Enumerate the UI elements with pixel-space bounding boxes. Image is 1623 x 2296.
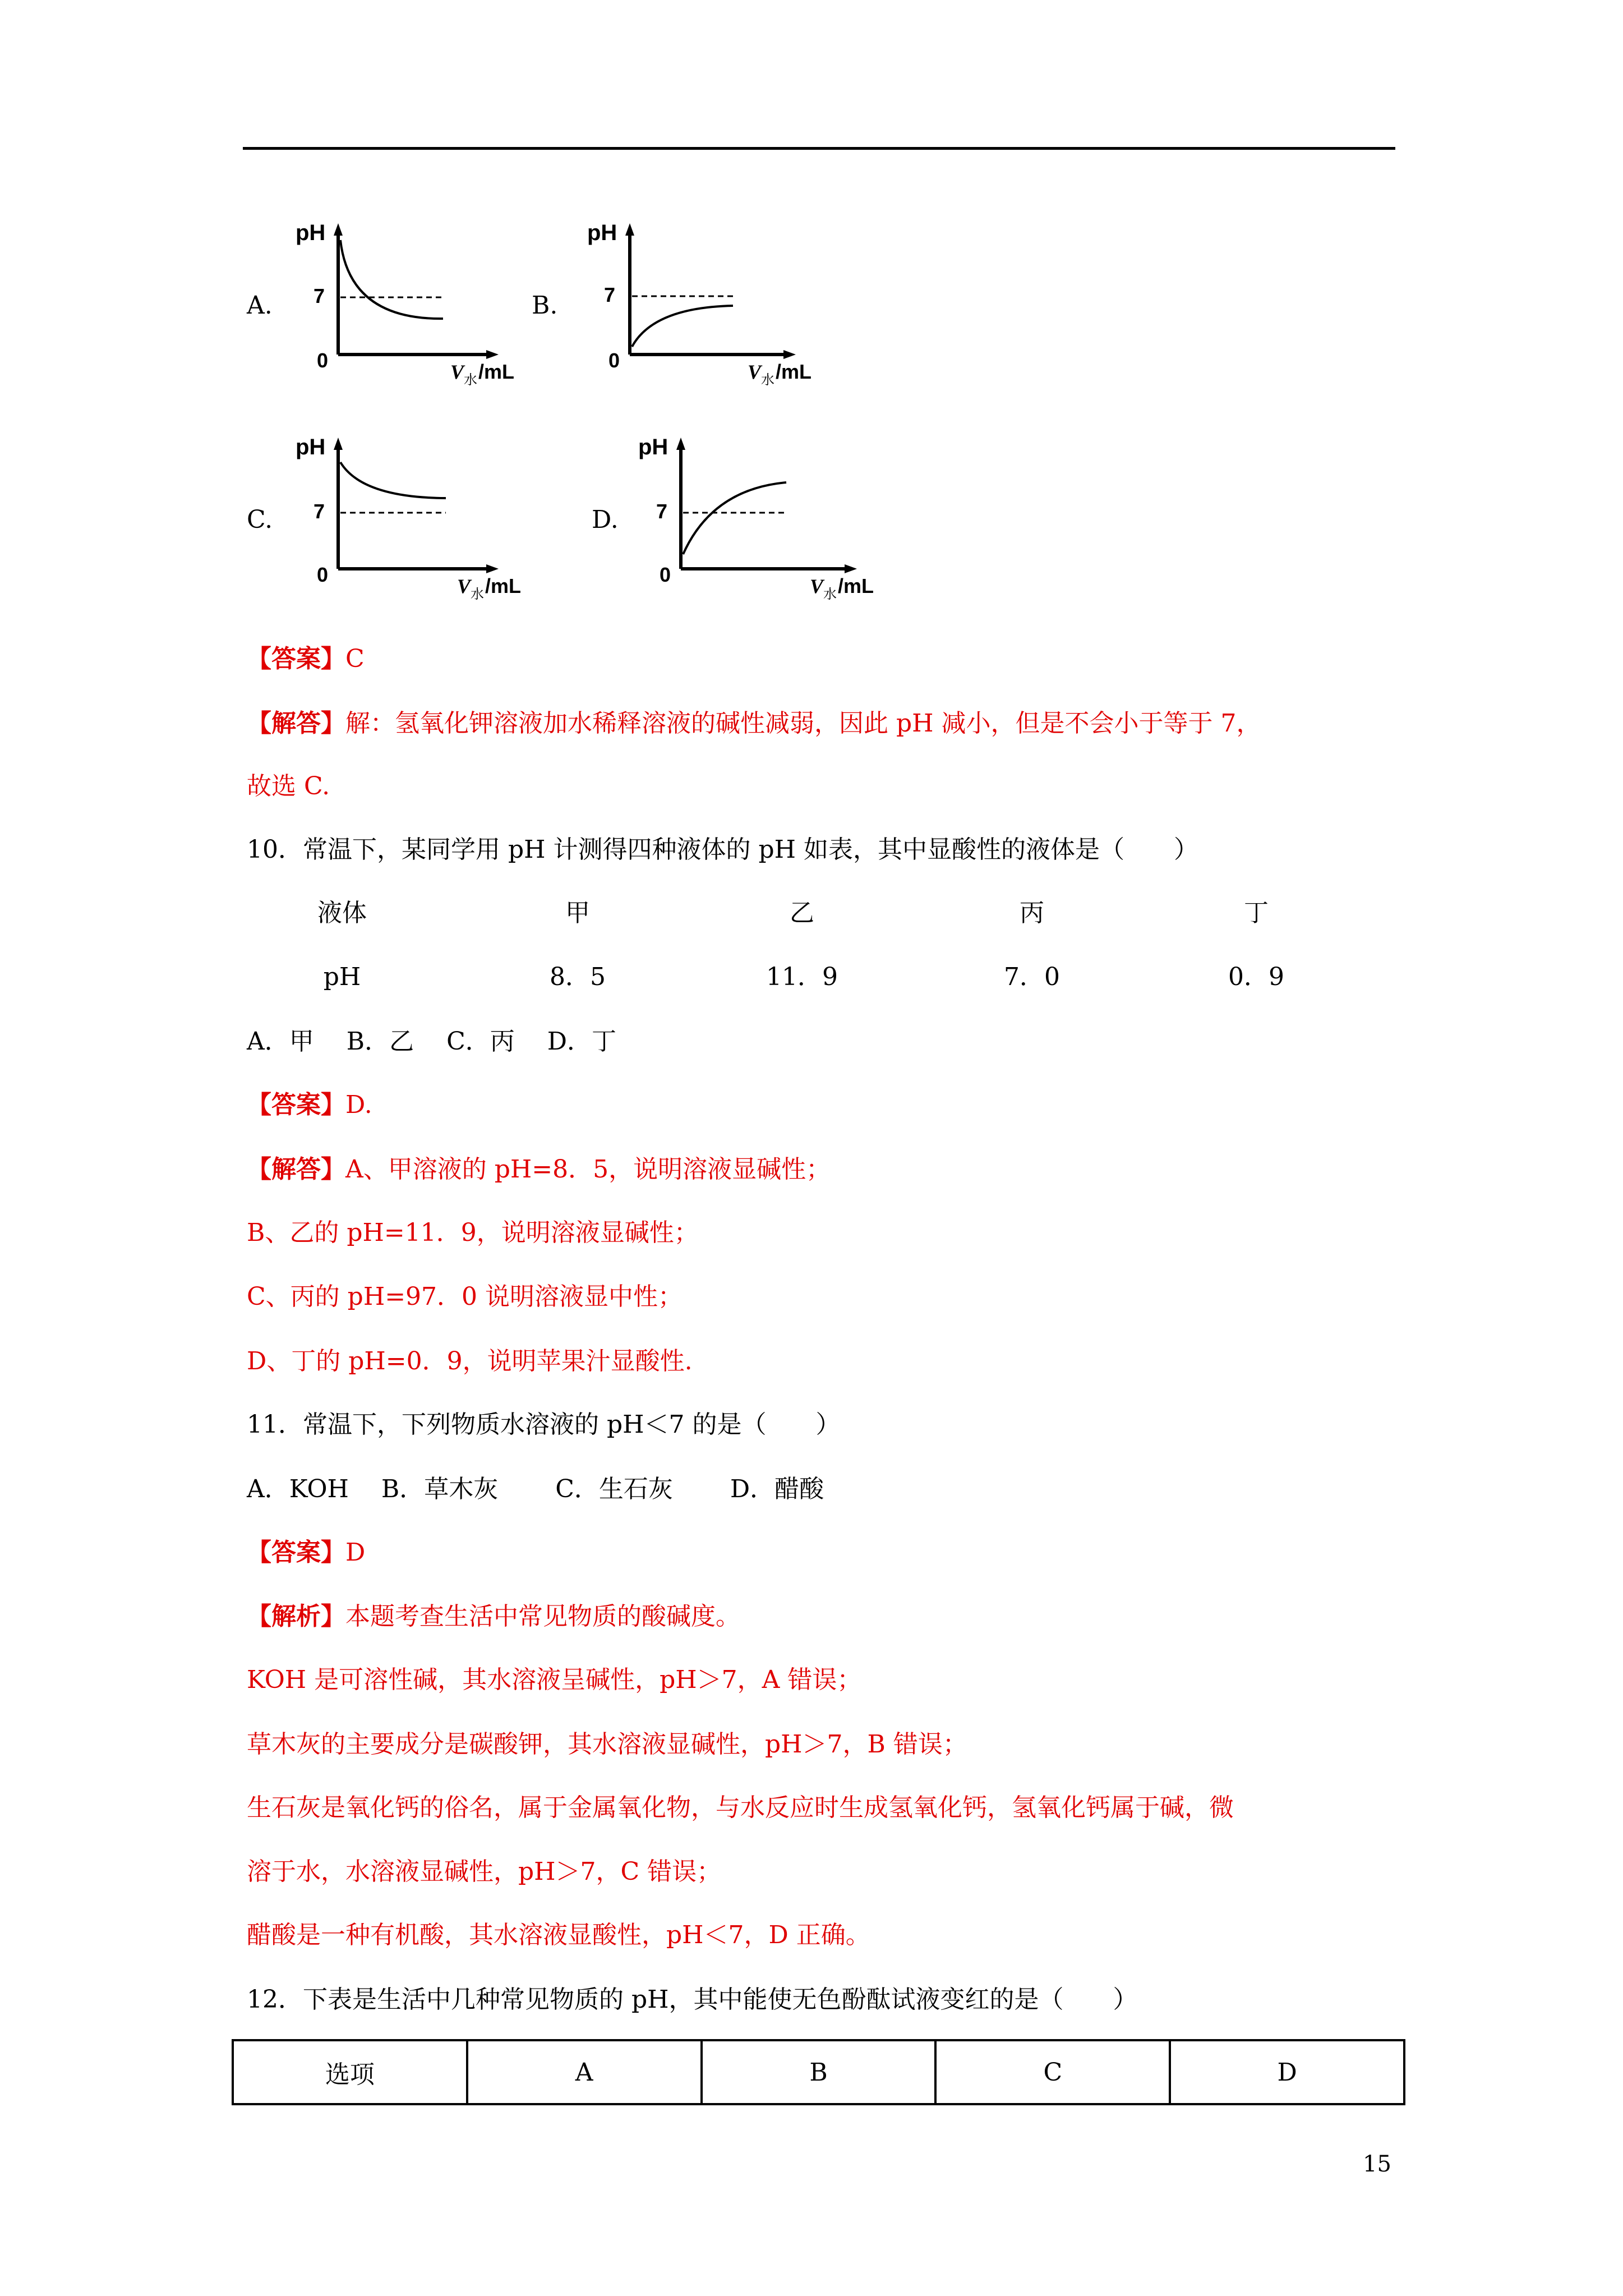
q10-table-header-3: 丙 — [1020, 899, 1044, 927]
graph-b-ph: pH — [587, 220, 617, 245]
q10-table-row-3: 7．0 — [1004, 963, 1060, 991]
q10-table-header-2: 乙 — [790, 899, 814, 927]
graph-a-vlabel: V — [450, 361, 464, 383]
graph-a-vunit: /mL — [478, 360, 515, 383]
graph-c-vsub: 水 — [471, 587, 484, 601]
graph-a-ph: pH — [296, 220, 326, 245]
graph-c-vlabel: V — [457, 575, 471, 597]
page-number: 15 — [1363, 2151, 1391, 2177]
graph-d-seven: 7 — [656, 500, 668, 523]
graph-d-vunit: /mL — [838, 574, 874, 597]
q10-explanation-line-1 — [247, 1153, 831, 1186]
q9-graph-d-svg — [634, 427, 914, 601]
graph-c-seven: 7 — [313, 500, 325, 523]
graph-c-vunit: /mL — [485, 574, 522, 597]
q9-option-c-letter: C. — [247, 505, 273, 534]
table-cell: D — [1170, 2040, 1404, 2104]
q9-graph-a — [289, 213, 569, 387]
q11-analysis-line-5: 醋酸是一种有机酸，其水溶液显酸性，pH＜7，D 正确。 — [247, 1921, 870, 1949]
graph-d-vsub: 水 — [823, 587, 837, 601]
graph-a-seven: 7 — [313, 284, 325, 307]
graph-d-zero: 0 — [660, 563, 671, 586]
explain-tag: 【解答】 — [247, 709, 345, 738]
answer-tag: 【答案】 — [247, 1091, 345, 1119]
graph-b-seven: 7 — [604, 283, 616, 306]
q9-option-d-letter: D. — [592, 505, 619, 534]
q10-table-row-1: 8．5 — [550, 963, 606, 991]
q9-option-b-letter: B. — [532, 291, 558, 320]
answer-value: D. — [345, 1091, 372, 1119]
q11-analysis-line-1: KOH 是可溶性碱，其水溶液呈碱性，pH＞7，A 错误； — [247, 1665, 862, 1694]
table-cell: C — [935, 2040, 1170, 2104]
q10-table-header-1: 甲 — [565, 899, 590, 927]
graph-c-ph: pH — [296, 435, 326, 459]
q11-analysis-intro — [247, 1600, 740, 1634]
q9-option-a-letter: A. — [247, 291, 273, 320]
header-rule — [243, 147, 1395, 150]
explain-tag: 【解答】 — [247, 1155, 345, 1184]
q9-graph-a-svg — [289, 213, 569, 387]
answer-value: C — [345, 645, 365, 673]
graph-b-vlabel: V — [748, 361, 762, 383]
table-row — [233, 2040, 1404, 2104]
q11-answer — [247, 1536, 365, 1570]
q9-answer — [247, 642, 365, 676]
q10-table-row-2: 11．9 — [766, 963, 838, 991]
q9-graph-b-svg — [569, 213, 850, 387]
graph-b-vsub: 水 — [761, 373, 774, 387]
explain-text: A、甲溶液的 pH=8．5，说明溶液显碱性； — [345, 1155, 831, 1184]
graph-c-zero: 0 — [317, 563, 329, 586]
table-cell: B — [702, 2040, 936, 2104]
q12-table — [232, 2039, 1405, 2105]
analysis-tag: 【解析】 — [247, 1602, 345, 1631]
q10-explanation-line-2: B、乙的 pH=11．9，说明溶液显碱性； — [247, 1218, 699, 1247]
answer-value: D — [345, 1538, 366, 1567]
graph-a-vsub: 水 — [464, 373, 477, 387]
q9-explanation-line-2: 故选 C. — [247, 772, 330, 800]
q11-analysis-line-2: 草木灰的主要成分是碳酸钾，其水溶液显碱性，pH＞7，B 错误； — [247, 1730, 967, 1759]
q11-options: A．KOH B．草木灰 C．生石灰 D．醋酸 — [247, 1475, 824, 1503]
q11-analysis-line-4: 溶于水，水溶液显碱性，pH＞7，C 错误； — [247, 1857, 722, 1886]
graph-b-vunit: /mL — [776, 360, 812, 383]
q9-graph-c-svg — [289, 427, 569, 601]
q9-graph-d — [634, 427, 914, 601]
q11-stem: 11．常温下，下列物质水溶液的 pH＜7 的是（ ） — [247, 1410, 841, 1439]
q12-stem: 12．下表是生活中几种常见物质的 pH，其中能使无色酚酞试液变红的是（ ） — [247, 1985, 1138, 2014]
q10-answer — [247, 1088, 372, 1122]
q10-explanation-line-4: D、丁的 pH=0．9，说明苹果汁显酸性. — [247, 1347, 693, 1375]
graph-d-vlabel: V — [810, 575, 824, 597]
q11-analysis-line-3: 生石灰是氧化钙的俗名，属于金属氧化物，与水反应时生成氢氧化钙，氢氧化钙属于碱，微 — [247, 1793, 1234, 1822]
graph-d-ph: pH — [638, 435, 668, 459]
q10-table-header-4: 丁 — [1244, 899, 1269, 927]
graph-a-zero: 0 — [317, 349, 329, 372]
answer-tag: 【答案】 — [247, 645, 345, 673]
q10-table-row-4: 0．9 — [1228, 963, 1284, 991]
q9-graph-c — [289, 427, 569, 601]
graph-b-zero: 0 — [608, 349, 620, 372]
analysis-text: 本题考查生活中常见物质的酸碱度。 — [345, 1602, 740, 1631]
q10-stem: 10．常温下，某同学用 pH 计测得四种液体的 pH 如表，其中显酸性的液体是（ ） — [247, 835, 1199, 864]
q10-table-row-0: pH — [323, 963, 361, 991]
table-cell: A — [467, 2040, 702, 2104]
q9-graph-b — [569, 213, 850, 387]
explain-text: 解：氢氧化钾溶液加水稀释溶液的碱性减弱，因此 pH 减小，但是不会小于等于 7， — [345, 709, 1261, 738]
q9-explanation-line-1 — [247, 707, 1261, 740]
q10-table-header-0: 液体 — [317, 899, 367, 927]
q10-explanation-line-3: C、丙的 pH=97．0 说明溶液显中性； — [247, 1282, 683, 1311]
table-cell: 选项 — [233, 2040, 467, 2104]
answer-tag: 【答案】 — [247, 1538, 345, 1567]
q10-options: A．甲 B．乙 C．丙 D．丁 — [247, 1027, 617, 1056]
